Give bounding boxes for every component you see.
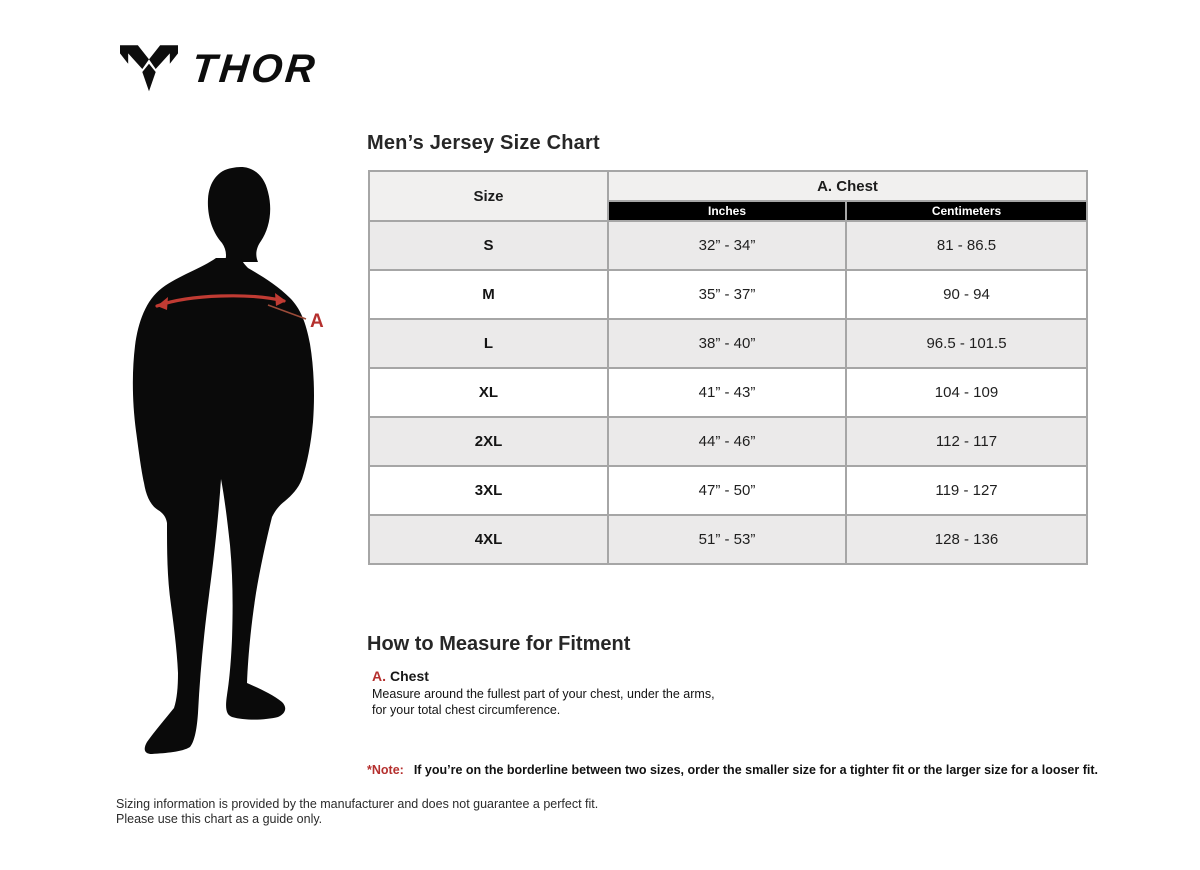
size-cell: 3XL bbox=[369, 466, 608, 515]
male-silhouette bbox=[120, 165, 370, 757]
measure-item-description: Measure around the fullest part of your chest, under the arms, for your total chest circumference. bbox=[372, 687, 715, 717]
inches-cell: 38” - 40” bbox=[608, 319, 846, 368]
centimeters-cell: 96.5 - 101.5 bbox=[846, 319, 1087, 368]
table-row-s bbox=[369, 221, 1087, 270]
centimeters-cell: 104 - 109 bbox=[846, 368, 1087, 417]
thor-mark-icon bbox=[120, 44, 178, 94]
table-row-xl bbox=[369, 368, 1087, 417]
size-cell: XL bbox=[369, 368, 608, 417]
inches-cell: 44” - 46” bbox=[608, 417, 846, 466]
inches-cell: 35” - 37” bbox=[608, 270, 846, 319]
column-header-centimeters: Centimeters bbox=[846, 201, 1087, 221]
size-cell: 2XL bbox=[369, 417, 608, 466]
note-text: If you’re on the borderline between two sizes, order the smaller size for a tighter fit or the larger size for a looser fit. bbox=[413, 763, 1098, 777]
size-cell: L bbox=[369, 319, 608, 368]
table-row-3xl bbox=[369, 466, 1087, 515]
centimeters-cell: 90 - 94 bbox=[846, 270, 1087, 319]
note-prefix: *Note: bbox=[367, 763, 404, 777]
measure-section-title: How to Measure for Fitment bbox=[367, 633, 631, 655]
measure-item-name: Chest bbox=[390, 668, 429, 684]
male-silhouette-figure bbox=[120, 165, 370, 757]
centimeters-cell: 112 - 117 bbox=[846, 417, 1087, 466]
inches-cell: 32” - 34” bbox=[608, 221, 846, 270]
column-header-chest: A. Chest bbox=[608, 171, 1087, 201]
column-header-inches: Inches bbox=[608, 201, 846, 221]
size-cell: S bbox=[369, 221, 608, 270]
inches-cell: 41” - 43” bbox=[608, 368, 846, 417]
measure-item-chest bbox=[372, 668, 429, 684]
size-chart-table bbox=[368, 170, 1088, 565]
thor-logo bbox=[120, 44, 320, 94]
centimeters-cell: 119 - 127 bbox=[846, 466, 1087, 515]
column-header-size: Size bbox=[369, 171, 608, 221]
page-title: Men’s Jersey Size Chart bbox=[367, 132, 600, 154]
size-cell: M bbox=[369, 270, 608, 319]
table-row-2xl bbox=[369, 417, 1087, 466]
inches-cell: 51” - 53” bbox=[608, 515, 846, 564]
centimeters-cell: 81 - 86.5 bbox=[846, 221, 1087, 270]
inches-cell: 47” - 50” bbox=[608, 466, 846, 515]
centimeters-cell: 128 - 136 bbox=[846, 515, 1087, 564]
sizing-note bbox=[367, 763, 1098, 777]
table-row-l bbox=[369, 319, 1087, 368]
thor-wordmark: THOR bbox=[189, 47, 320, 91]
measure-item-key: A. bbox=[372, 668, 386, 684]
footer-line-2: Please use this chart as a guide only. bbox=[116, 812, 323, 827]
table-row-m bbox=[369, 270, 1087, 319]
footer-line-1: Sizing information is provided by the manufacturer and does not guarantee a perfect fit. bbox=[116, 797, 599, 811]
table-row-4xl bbox=[369, 515, 1087, 564]
chest-label-a: A bbox=[310, 311, 324, 332]
size-cell: 4XL bbox=[369, 515, 608, 564]
footer-disclaimer bbox=[116, 797, 598, 828]
